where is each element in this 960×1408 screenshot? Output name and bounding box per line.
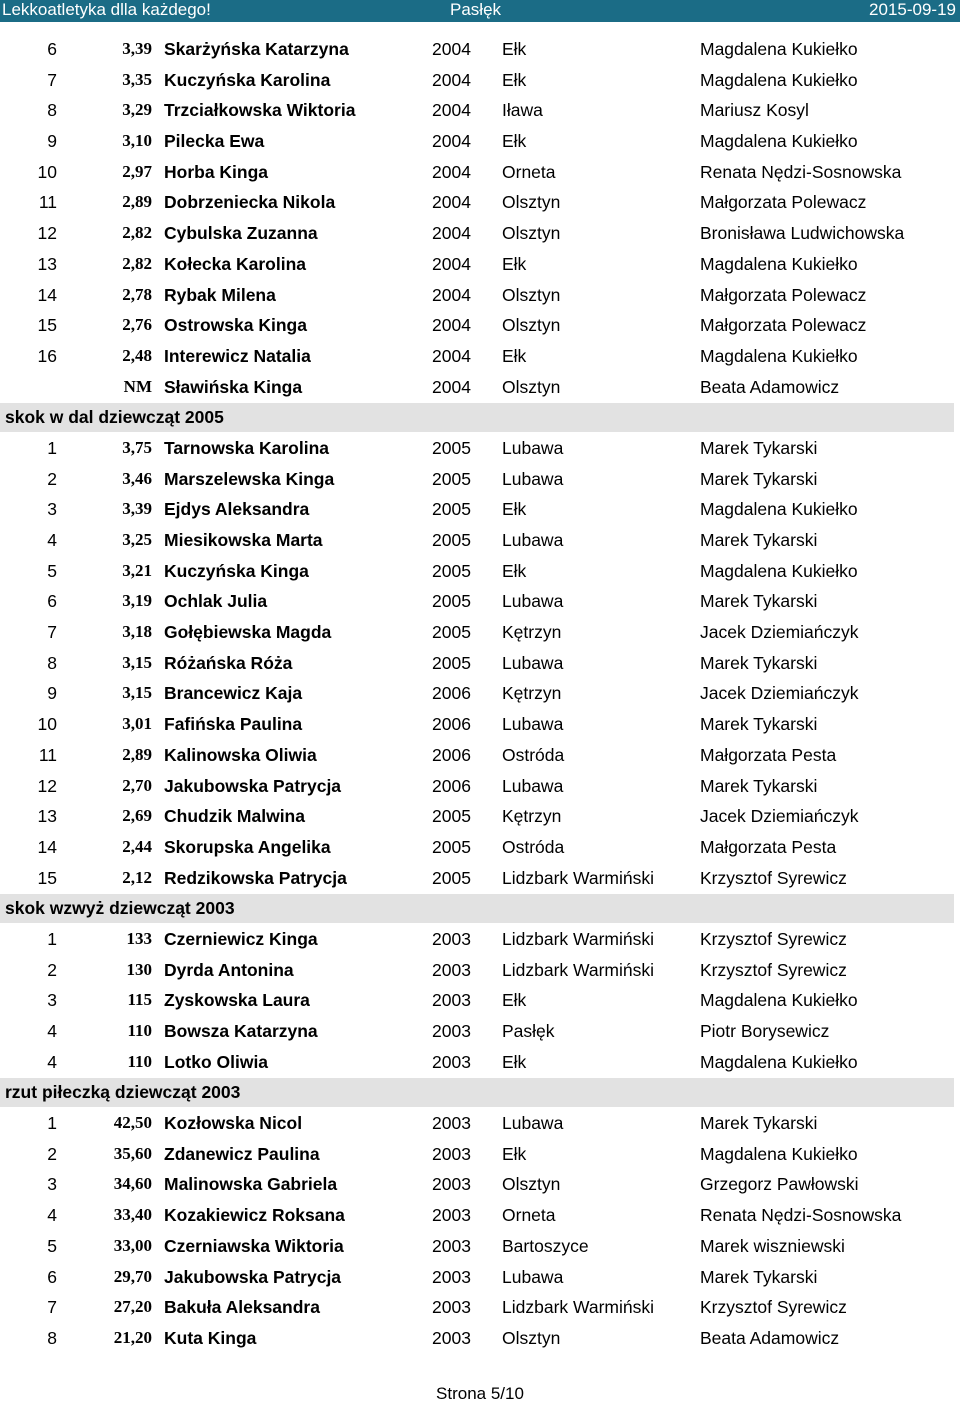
table-row: [0, 1262, 960, 1293]
club-cell: Olsztyn: [502, 223, 561, 244]
athlete-name-cell: Jakubowska Patrycja: [164, 775, 342, 796]
place-cell: 9: [47, 131, 57, 152]
birth-year-cell: 2005: [432, 530, 471, 550]
result-cell: 21,20: [113, 1327, 152, 1347]
result-cell: 133: [126, 928, 152, 948]
birth-year-cell: 2003: [432, 1051, 471, 1072]
athlete-name-cell: Czerniawska Wiktoria: [164, 1235, 344, 1256]
result-cell: 35,60: [113, 1143, 152, 1163]
table-row: [0, 464, 960, 495]
place-cell: 16: [37, 345, 57, 366]
table-row: [0, 187, 960, 218]
coach-cell: Marek Tykarski: [700, 437, 818, 458]
result-cell: 130: [126, 959, 152, 979]
result-cell: 27,20: [113, 1297, 152, 1317]
table-row: [0, 1108, 960, 1139]
place-cell: 3: [47, 990, 57, 1011]
club-cell: Olsztyn: [502, 1174, 561, 1195]
athlete-name-cell: Kozłowska Nicol: [164, 1113, 303, 1134]
place-cell: 12: [37, 223, 57, 244]
coach-cell: Marek wiszniewski: [700, 1235, 845, 1256]
athlete-name-cell: Kuczyńska Kinga: [164, 560, 309, 581]
birth-year-cell: 2003: [432, 1205, 471, 1226]
page-number: Strona 5/10: [436, 1384, 524, 1403]
birth-year-cell: 2004: [432, 315, 471, 336]
athlete-name-cell: Bowsza Katarzyna: [164, 1021, 318, 1041]
birth-year-cell: 2005: [432, 437, 471, 458]
place-cell: 11: [38, 744, 57, 765]
athlete-name-cell: Marszelewska Kinga: [164, 468, 335, 489]
table-row: [0, 372, 960, 403]
result-cell: 3,35: [122, 69, 152, 89]
table-row: [0, 1169, 960, 1200]
result-cell: 2,97: [122, 161, 152, 181]
table-row: [0, 924, 960, 955]
place-cell: 8: [47, 652, 57, 673]
club-cell: Ełk: [502, 499, 527, 520]
coach-cell: Renata Nędzi-Sosnowska: [700, 1205, 902, 1226]
coach-cell: Marek Tykarski: [700, 1113, 818, 1134]
table-row: [0, 832, 960, 863]
birth-year-cell: 2003: [432, 990, 471, 1011]
athlete-name-cell: Sławińska Kinga: [164, 376, 303, 397]
athlete-name-cell: Czerniewicz Kinga: [164, 928, 318, 949]
place-cell: 5: [47, 1235, 57, 1256]
table-row: [0, 678, 960, 709]
coach-cell: Magdalena Kukiełko: [700, 39, 858, 59]
place-cell: 14: [37, 284, 57, 305]
table-row: [0, 1323, 960, 1354]
athlete-name-cell: Ejdys Aleksandra: [164, 499, 310, 520]
result-cell: 3,19: [122, 591, 152, 611]
place-cell: 13: [37, 253, 57, 274]
birth-year-cell: 2003: [432, 1174, 471, 1195]
club-cell: Ełk: [502, 131, 527, 152]
table-row: [0, 617, 960, 648]
athlete-name-cell: Trzciałkowska Wiktoria: [164, 100, 356, 121]
place-cell: 2: [47, 468, 57, 489]
birth-year-cell: 2004: [432, 100, 471, 121]
result-cell: 3,39: [122, 39, 152, 58]
coach-cell: Jacek Dziemiańczyk: [700, 622, 859, 643]
result-cell: 3,15: [122, 683, 152, 703]
athlete-name-cell: Kuta Kinga: [164, 1327, 257, 1348]
birth-year-cell: 2006: [432, 714, 471, 735]
place-cell: 7: [47, 1297, 57, 1318]
result-cell: 42,50: [113, 1113, 152, 1133]
place-cell: 14: [37, 836, 57, 857]
place-cell: 8: [47, 100, 57, 121]
birth-year-cell: 2003: [432, 959, 471, 980]
club-cell: Ełk: [502, 253, 527, 274]
table-row: [0, 34, 960, 65]
results-table: [0, 34, 960, 1354]
place-cell: 3: [47, 1174, 57, 1195]
table-row: [0, 280, 960, 311]
club-cell: Orneta: [502, 1205, 556, 1226]
club-cell: Lubawa: [502, 591, 564, 612]
birth-year-cell: 2004: [432, 192, 471, 213]
club-cell: Iława: [502, 100, 543, 121]
coach-cell: Marek Tykarski: [700, 652, 818, 673]
result-cell: 3,29: [122, 100, 152, 120]
athlete-name-cell: Skorupska Angelika: [164, 836, 331, 857]
result-cell: 2,89: [122, 192, 152, 212]
table-row: [0, 1231, 960, 1262]
result-cell: 2,82: [122, 253, 152, 273]
coach-cell: Jacek Dziemiańczyk: [700, 806, 859, 827]
club-cell: Lubawa: [502, 468, 564, 489]
place-cell: 8: [47, 1327, 57, 1348]
table-row: [0, 863, 960, 894]
club-cell: Lidzbark Warmiński: [502, 928, 655, 949]
club-cell: Lubawa: [502, 652, 564, 673]
club-cell: Lidzbark Warmiński: [502, 867, 655, 888]
result-cell: 2,48: [122, 345, 152, 365]
coach-cell: Magdalena Kukiełko: [700, 560, 858, 581]
coach-cell: Magdalena Kukiełko: [700, 1143, 858, 1164]
birth-year-cell: 2005: [432, 468, 471, 489]
club-cell: Lubawa: [502, 437, 564, 458]
club-cell: Ostróda: [502, 836, 565, 857]
place-cell: 6: [47, 1266, 57, 1287]
result-cell: 2,82: [122, 223, 152, 243]
birth-year-cell: 2003: [432, 1143, 471, 1164]
coach-cell: Marek Tykarski: [700, 530, 818, 550]
birth-year-cell: 2005: [432, 560, 471, 581]
page-header: [0, 0, 960, 22]
club-cell: Ełk: [502, 69, 527, 90]
club-cell: Orneta: [502, 161, 556, 182]
club-cell: Lubawa: [502, 714, 564, 735]
birth-year-cell: 2006: [432, 775, 471, 796]
birth-year-cell: 2004: [432, 161, 471, 182]
table-row: [0, 1200, 960, 1231]
coach-cell: Krzysztof Syrewicz: [700, 959, 847, 980]
result-cell: 33,40: [113, 1205, 152, 1225]
result-cell: 3,25: [122, 530, 152, 549]
birth-year-cell: 2004: [432, 131, 471, 152]
coach-cell: Bronisława Ludwichowska: [700, 223, 905, 244]
result-cell: 2,76: [122, 315, 152, 335]
table-row: [0, 494, 960, 525]
place-cell: 1: [47, 1113, 57, 1134]
birth-year-cell: 2004: [432, 376, 471, 397]
club-cell: Lubawa: [502, 1266, 564, 1287]
club-cell: Bartoszyce: [502, 1235, 589, 1256]
place-cell: 3: [47, 499, 57, 520]
table-row: [0, 525, 960, 556]
result-cell: 2,12: [122, 867, 152, 887]
coach-cell: Marek Tykarski: [700, 468, 818, 489]
result-cell: 3,10: [122, 131, 152, 151]
table-row: [0, 1292, 960, 1323]
table-row: [0, 341, 960, 372]
section-title: rzut piłeczką dziewcząt 2003: [5, 1082, 241, 1103]
table-row: [0, 157, 960, 188]
coach-cell: Mariusz Kosyl: [700, 100, 809, 121]
section-title: skok w dal dziewcząt 2005: [5, 407, 224, 428]
place-cell: 15: [37, 315, 57, 336]
result-cell: 2,70: [122, 775, 152, 795]
coach-cell: Małgorzata Polewacz: [700, 315, 867, 336]
birth-year-cell: 2003: [432, 1266, 471, 1287]
coach-cell: Marek Tykarski: [700, 591, 818, 612]
coach-cell: Magdalena Kukiełko: [700, 345, 858, 366]
table-row: [0, 433, 960, 464]
athlete-name-cell: Zdanewicz Paulina: [164, 1143, 320, 1164]
result-cell: 34,60: [113, 1174, 152, 1194]
coach-cell: Magdalena Kukiełko: [700, 131, 858, 152]
athlete-name-cell: Kołecka Karolina: [164, 253, 306, 274]
club-cell: Olsztyn: [502, 315, 561, 336]
coach-cell: Beata Adamowicz: [700, 376, 840, 397]
result-cell: 3,21: [122, 560, 152, 580]
coach-cell: Marek Tykarski: [700, 775, 818, 796]
table-row: [0, 801, 960, 832]
table-row: [0, 985, 960, 1016]
birth-year-cell: 2006: [432, 683, 471, 704]
club-cell: Olsztyn: [502, 1327, 561, 1348]
club-cell: Ostróda: [502, 744, 565, 765]
coach-cell: Małgorzata Pesta: [700, 744, 837, 765]
athlete-name-cell: Tarnowska Karolina: [164, 437, 330, 458]
coach-cell: Renata Nędzi-Sosnowska: [700, 161, 902, 182]
athlete-name-cell: Skarżyńska Katarzyna: [164, 39, 349, 59]
athlete-name-cell: Zyskowska Laura: [164, 990, 310, 1011]
place-cell: 15: [37, 867, 57, 888]
coach-cell: Krzysztof Syrewicz: [700, 1297, 847, 1318]
coach-cell: Magdalena Kukiełko: [700, 990, 858, 1011]
birth-year-cell: 2004: [432, 69, 471, 90]
result-cell: 110: [127, 1051, 152, 1071]
athlete-name-cell: Malinowska Gabriela: [164, 1174, 338, 1195]
section-header: [0, 402, 960, 433]
club-cell: Lidzbark Warmiński: [502, 1297, 655, 1318]
table-row: [0, 955, 960, 986]
place-cell: 4: [47, 1051, 57, 1072]
club-cell: Olsztyn: [502, 284, 561, 305]
birth-year-cell: 2005: [432, 806, 471, 827]
coach-cell: Magdalena Kukiełko: [700, 1051, 858, 1072]
athlete-name-cell: Dyrda Antonina: [164, 959, 294, 980]
athlete-name-cell: Rybak Milena: [164, 284, 276, 305]
place-cell: 6: [47, 39, 57, 59]
coach-cell: Jacek Dziemiańczyk: [700, 683, 859, 704]
coach-cell: Krzysztof Syrewicz: [700, 867, 847, 888]
table-row: [0, 1016, 960, 1047]
place-cell: 1: [47, 437, 57, 458]
birth-year-cell: 2005: [432, 836, 471, 857]
birth-year-cell: 2003: [432, 1021, 471, 1041]
section-header: [0, 893, 960, 924]
club-cell: Lidzbark Warmiński: [502, 959, 655, 980]
table-row: [0, 95, 960, 126]
result-cell: 2,69: [122, 806, 152, 826]
birth-year-cell: 2004: [432, 284, 471, 305]
athlete-name-cell: Kalinowska Oliwia: [164, 744, 317, 765]
table-row: [0, 65, 960, 96]
club-cell: Kętrzyn: [502, 683, 562, 704]
club-cell: Ełk: [502, 345, 527, 366]
athlete-name-cell: Brancewicz Kaja: [164, 683, 303, 704]
club-cell: Lubawa: [502, 775, 564, 796]
birth-year-cell: 2005: [432, 652, 471, 673]
table-row: [0, 126, 960, 157]
birth-year-cell: 2004: [432, 39, 471, 59]
section-title: skok wzwyż dziewcząt 2003: [5, 898, 235, 919]
result-cell: 33,00: [113, 1235, 152, 1255]
athlete-name-cell: Gołębiewska Magda: [164, 622, 332, 643]
birth-year-cell: 2004: [432, 345, 471, 366]
place-cell: 5: [47, 560, 57, 581]
athlete-name-cell: Horba Kinga: [164, 161, 269, 182]
birth-year-cell: 2005: [432, 622, 471, 643]
club-cell: Lubawa: [502, 1113, 564, 1134]
place-cell: 4: [47, 1021, 57, 1041]
place-cell: 10: [37, 714, 57, 735]
result-cell: 3,15: [122, 652, 152, 672]
birth-year-cell: 2003: [432, 928, 471, 949]
athlete-name-cell: Pilecka Ewa: [164, 131, 265, 152]
place-cell: 7: [47, 69, 57, 90]
athlete-name-cell: Lotko Oliwia: [164, 1051, 269, 1072]
birth-year-cell: 2003: [432, 1327, 471, 1348]
athlete-name-cell: Kozakiewicz Roksana: [164, 1205, 345, 1226]
club-cell: Olsztyn: [502, 192, 561, 213]
club-cell: Ełk: [502, 1051, 527, 1072]
result-cell: 29,70: [113, 1266, 152, 1286]
result-cell: 3,18: [122, 622, 152, 642]
birth-year-cell: 2005: [432, 591, 471, 612]
place-cell: 7: [47, 622, 57, 643]
result-cell: 2,78: [122, 284, 152, 304]
table-row: [0, 1047, 960, 1078]
athlete-name-cell: Bakuła Aleksandra: [164, 1297, 320, 1318]
athlete-name-cell: Kuczyńska Karolina: [164, 69, 331, 90]
section-header: [0, 1077, 960, 1108]
athlete-name-cell: Redzikowska Patrycja: [164, 867, 347, 888]
place-cell: 9: [47, 683, 57, 704]
place-cell: 4: [47, 1205, 57, 1226]
result-cell: 3,46: [122, 468, 152, 488]
club-cell: Ełk: [502, 990, 527, 1011]
table-row: [0, 709, 960, 740]
coach-cell: Małgorzata Polewacz: [700, 192, 867, 213]
coach-cell: Magdalena Kukiełko: [700, 69, 858, 90]
result-cell: 3,39: [122, 499, 152, 519]
club-cell: Lubawa: [502, 530, 564, 550]
club-cell: Kętrzyn: [502, 806, 562, 827]
place-cell: 12: [37, 775, 57, 796]
club-cell: Ełk: [502, 560, 527, 581]
coach-cell: Małgorzata Pesta: [700, 836, 837, 857]
table-row: [0, 1139, 960, 1170]
table-row: [0, 586, 960, 617]
table-row: [0, 556, 960, 587]
place-cell: 6: [47, 591, 57, 612]
club-cell: Ełk: [502, 1143, 527, 1164]
athlete-name-cell: Fafińska Paulina: [164, 714, 303, 735]
birth-year-cell: 2006: [432, 744, 471, 765]
coach-cell: Małgorzata Polewacz: [700, 284, 867, 305]
header-place: Pasłęk: [450, 0, 502, 19]
place-cell: 2: [47, 959, 57, 980]
birth-year-cell: 2005: [432, 867, 471, 888]
header-date: 2015-09-19: [869, 0, 956, 19]
athlete-name-cell: Różańska Róża: [164, 652, 293, 673]
place-cell: 2: [47, 1143, 57, 1164]
birth-year-cell: 2005: [432, 499, 471, 520]
table-row: [0, 218, 960, 249]
result-cell: 3,75: [122, 437, 152, 457]
table-row: [0, 648, 960, 679]
place-cell: 4: [47, 530, 57, 550]
coach-cell: Marek Tykarski: [700, 1266, 818, 1287]
table-row: [0, 740, 960, 771]
club-cell: Kętrzyn: [502, 622, 562, 643]
table-row: [0, 310, 960, 341]
table-row: [0, 771, 960, 802]
result-cell: 3,01: [122, 714, 152, 734]
coach-cell: Piotr Borysewicz: [700, 1021, 830, 1041]
athlete-name-cell: Interewicz Natalia: [164, 345, 311, 366]
result-cell: 110: [127, 1021, 152, 1040]
club-cell: Olsztyn: [502, 376, 561, 397]
birth-year-cell: 2003: [432, 1297, 471, 1318]
club-cell: Pasłęk: [502, 1021, 555, 1041]
place-cell: 11: [38, 192, 57, 213]
athlete-name-cell: Jakubowska Patrycja: [164, 1266, 342, 1287]
result-cell: 2,44: [122, 836, 152, 856]
athlete-name-cell: Miesikowska Marta: [164, 530, 323, 550]
club-cell: Ełk: [502, 39, 527, 59]
birth-year-cell: 2003: [432, 1235, 471, 1256]
athlete-name-cell: Ostrowska Kinga: [164, 315, 307, 336]
coach-cell: Magdalena Kukiełko: [700, 499, 858, 520]
coach-cell: Beata Adamowicz: [700, 1327, 840, 1348]
athlete-name-cell: Chudzik Malwina: [164, 806, 305, 827]
athlete-name-cell: Cybulska Zuzanna: [164, 223, 318, 244]
place-cell: 13: [37, 806, 57, 827]
coach-cell: Marek Tykarski: [700, 714, 818, 735]
result-cell: 2,89: [122, 744, 152, 764]
result-cell: NM: [123, 376, 152, 396]
athlete-name-cell: Dobrzeniecka Nikola: [164, 192, 336, 213]
coach-cell: Grzegorz Pawłowski: [700, 1174, 859, 1195]
place-cell: 10: [37, 161, 57, 182]
place-cell: 1: [47, 928, 57, 949]
coach-cell: Magdalena Kukiełko: [700, 253, 858, 274]
result-cell: 115: [127, 990, 152, 1010]
birth-year-cell: 2004: [432, 253, 471, 274]
coach-cell: Krzysztof Syrewicz: [700, 928, 847, 949]
birth-year-cell: 2004: [432, 223, 471, 244]
athlete-name-cell: Ochlak Julia: [164, 591, 268, 612]
birth-year-cell: 2003: [432, 1113, 471, 1134]
header-title: Lekkoatletyka dlla każdego!: [2, 0, 211, 19]
table-row: [0, 249, 960, 280]
